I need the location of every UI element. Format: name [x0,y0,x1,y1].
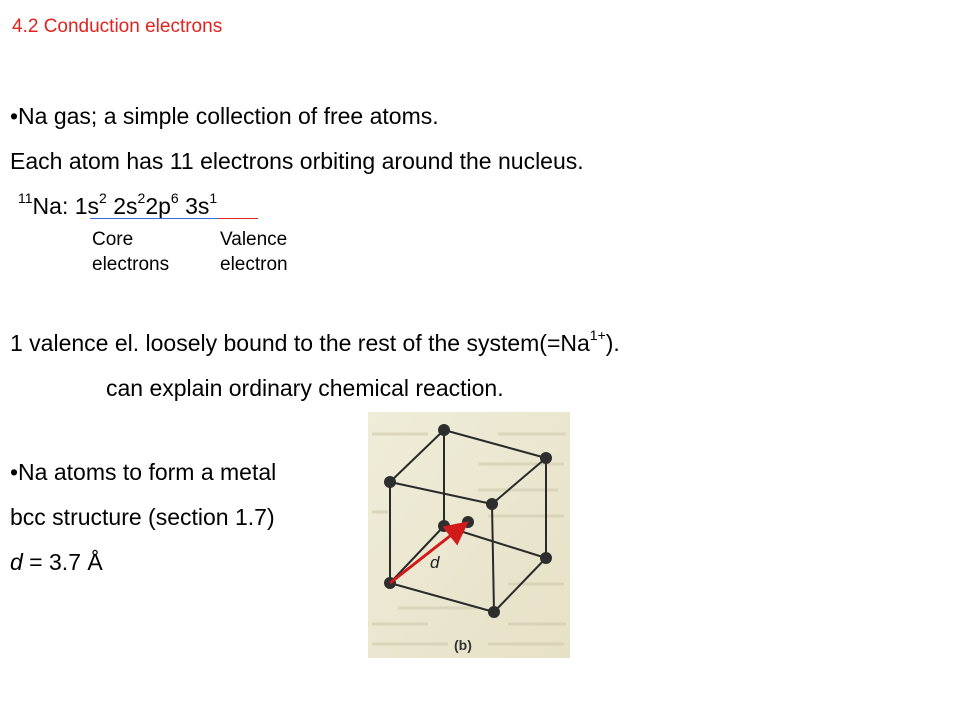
bullet-form-metal: •Na atoms to form a metal [10,459,277,485]
sup-2p: 6 [170,190,179,207]
core-underline [90,218,218,219]
atom [486,498,498,510]
scanned-background [368,412,570,658]
line-each-atom: Each atom has 11 electrons orbiting around the nucleus. [10,148,584,174]
config-3s: 3s [178,193,210,219]
valence-underline [218,218,258,219]
d-value: = 3.7 Å [22,549,103,575]
figure-caption: (b) [454,637,472,653]
mass-number: 11 [18,190,33,207]
bcc-figure [368,412,570,658]
bullet-na-gas: •Na gas; a simple collection of free atoms. [10,103,439,129]
atom [384,476,396,488]
atom [488,606,500,618]
line-explain: can explain ordinary chemical reaction. [106,375,504,401]
line-valence-bound: 1 valence el. loosely bound to the rest of the $system(=Na^{1+})$. [10,327,620,356]
slide-header: 4.2 Conduction electrons [12,16,223,37]
d-symbol: d [10,549,23,575]
line-d-value [10,548,103,576]
bcc-cube-diagram [368,412,570,658]
valence-label: Valence electron [220,229,288,275]
line-bcc: bcc structure (section 1.7) [10,504,275,530]
sup-3s: 1 [209,190,218,207]
config-prefix: Na: 1s [32,193,100,219]
atom [540,452,552,464]
atom [438,520,450,532]
config-2p: 2p [145,193,171,219]
core-label: Core electrons [92,229,170,275]
d-label: d [430,553,440,572]
sup-1s: 2 [99,190,107,207]
atom [438,424,450,436]
sup-2s: 2 [137,190,146,207]
atom [540,552,552,564]
electron-configuration [18,192,217,220]
config-2s: 2s [106,193,138,219]
